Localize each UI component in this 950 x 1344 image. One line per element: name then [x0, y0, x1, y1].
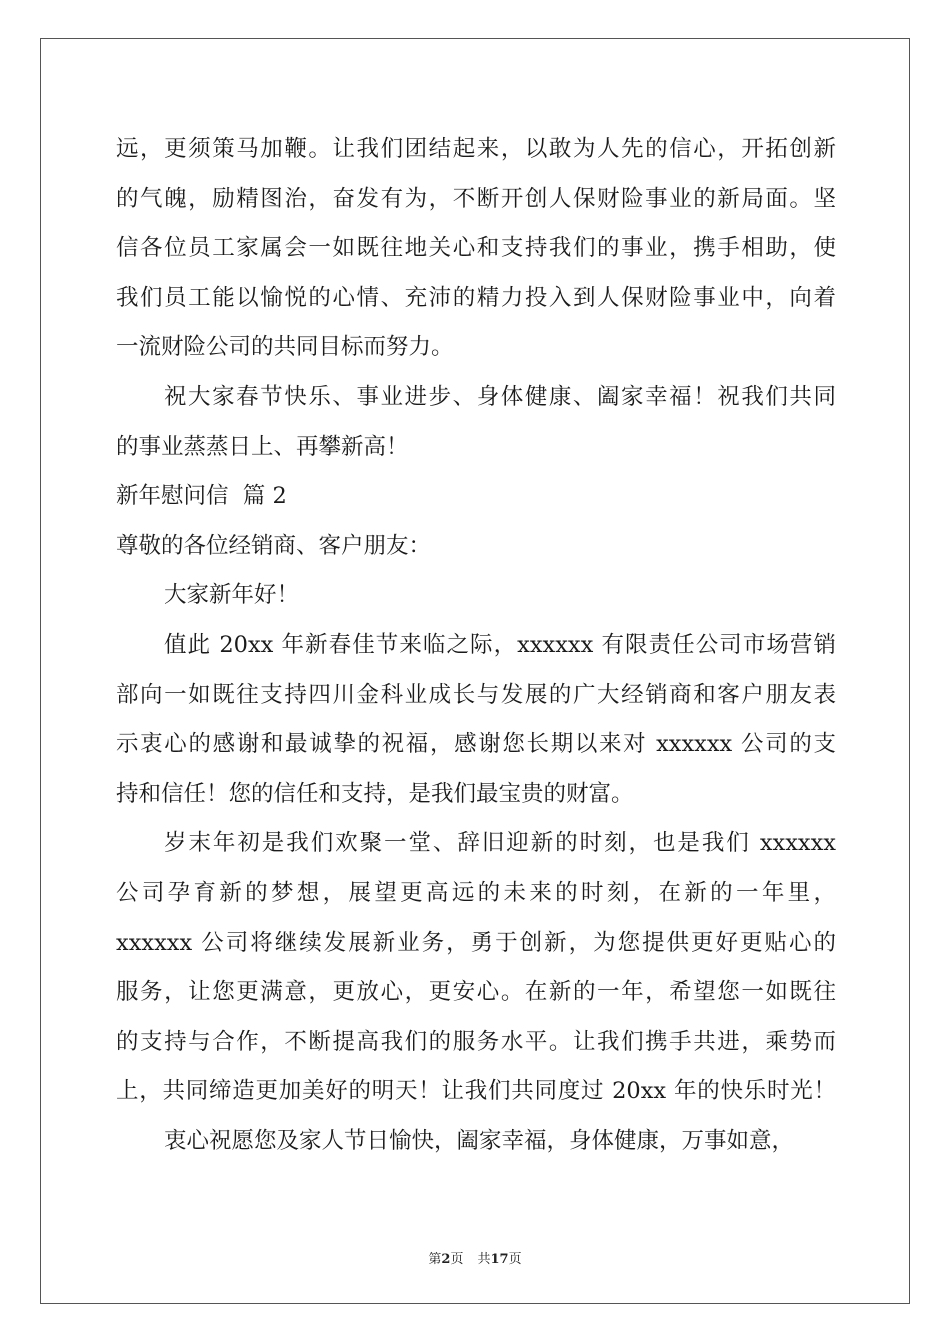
total-pages: 17: [490, 1252, 509, 1267]
body-line: 示衷心的感谢和最诚挚的祝福，感谢您长期以来对 xxxxxx 公司的支: [116, 731, 836, 758]
body-line: xxxxxx 公司将继续发展新业务，勇于创新，为您提供更好更贴心的: [116, 929, 836, 956]
page-number: 2: [441, 1252, 451, 1267]
salutation: 尊敬的各位经销商、客户朋友：: [116, 532, 432, 559]
document-body: [116, 125, 836, 1166]
page-footer: [0, 1248, 950, 1267]
page-prefix: 第: [428, 1252, 442, 1267]
body-line: 我们员工能以愉悦的心情、充沛的精力投入到人保财险事业中，向着: [116, 284, 836, 311]
body-line: 的气魄，励精图治，奋发有为，不断开创人保财险事业的新局面。坚: [116, 185, 836, 212]
body-line: 部向一如既往支持四川金科业成长与发展的广大经销商和客户朋友表: [116, 681, 836, 708]
body-line: 衷心祝愿您及家人节日愉快，阖家幸福，身体健康，万事如意，: [164, 1127, 795, 1154]
body-line: 岁末年初是我们欢聚一堂、辞旧迎新的时刻，也是我们 xxxxxx: [164, 830, 836, 857]
total-prefix: 共: [477, 1252, 491, 1267]
page-suffix: 页: [450, 1252, 464, 1267]
body-line: 持和信任！您的信任和支持，是我们最宝贵的财富。: [116, 780, 634, 807]
greeting: 大家新年好！: [164, 582, 300, 609]
body-line: 祝大家春节快乐、事业进步、身体健康、阖家幸福！祝我们共同: [164, 383, 836, 410]
body-line: 值此 20xx 年新春佳节来临之际，xxxxxx 有限责任公司市场营销: [164, 631, 836, 658]
body-line: 公司孕育新的梦想，展望更高远的未来的时刻，在新的一年里，: [116, 879, 836, 906]
body-line: 的事业蒸蒸日上、再攀新高！: [116, 433, 409, 460]
body-line: 服务，让您更满意，更放心，更安心。在新的一年，希望您一如既往: [116, 979, 836, 1006]
body-line: 信各位员工家属会一如既往地关心和支持我们的事业，携手相助，使: [116, 235, 836, 262]
total-suffix: 页: [508, 1252, 522, 1267]
body-line: 一流财险公司的共同目标而努力。: [116, 334, 454, 361]
section-heading: 新年慰问信 篇 2: [116, 483, 287, 510]
body-line: 的支持与合作，不断提高我们的服务水平。让我们携手共进，乘势而: [116, 1028, 836, 1055]
body-line: 上，共同缔造更加美好的明天！让我们共同度过 20xx 年的快乐时光！: [116, 1078, 836, 1105]
body-line: 远，更须策马加鞭。让我们团结起来，以敢为人先的信心，开拓创新: [116, 136, 836, 162]
